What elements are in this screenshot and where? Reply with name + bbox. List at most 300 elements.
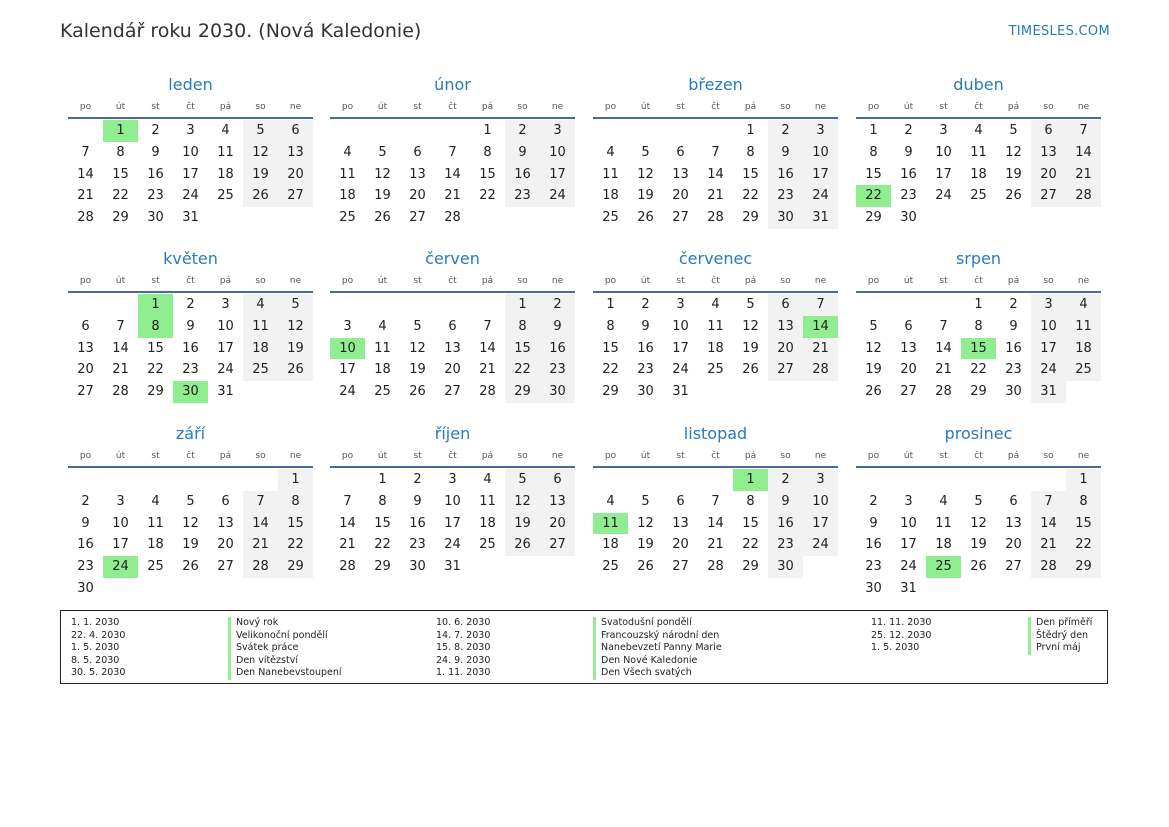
day-cell: 6: [278, 120, 313, 142]
day-cell: 3: [676, 297, 685, 312]
weekday-label: pá: [1007, 276, 1020, 286]
weekday-label: st: [939, 276, 948, 286]
weekday-header: [330, 272, 575, 293]
day-cell: 30: [540, 381, 575, 403]
day-cell: 1: [974, 297, 983, 312]
day-cell: 12: [243, 142, 278, 164]
weekday-header: [68, 447, 313, 468]
weekday-label: st: [413, 102, 422, 112]
weekday-label: út: [115, 451, 126, 461]
weekday-label: út: [115, 276, 126, 286]
day-cell: 4: [606, 144, 615, 160]
day-cell: 17: [1031, 338, 1066, 360]
day-cell: 6: [413, 144, 422, 160]
day-grid: [330, 294, 575, 403]
day-cell: 29: [1066, 556, 1101, 578]
day-cell: 24: [1031, 359, 1066, 381]
holiday-day-cell: 14: [803, 316, 838, 338]
empty-cell: [365, 120, 400, 142]
day-cell: 26: [865, 384, 882, 400]
weekday-label: út: [903, 102, 914, 112]
weekday-label: čt: [186, 276, 195, 286]
day-cell: 23: [540, 359, 575, 381]
day-cell: 25: [374, 384, 391, 400]
day-cell: 26: [637, 210, 654, 226]
weekday-header: [856, 98, 1101, 119]
day-cell: 21: [112, 362, 129, 378]
day-cell: 24: [444, 537, 461, 553]
weekday-header: [68, 98, 313, 119]
day-cell: 31: [182, 210, 199, 226]
month-name: červenec: [678, 249, 753, 268]
day-cell: 27: [540, 534, 575, 556]
empty-cell: [698, 469, 733, 491]
weekday-label: po: [79, 276, 92, 286]
day-cell: 13: [1005, 515, 1022, 531]
day-cell: 29: [278, 556, 313, 578]
day-cell: 10: [540, 142, 575, 164]
day-cell: 8: [1066, 491, 1101, 513]
day-cell: 7: [1066, 120, 1101, 142]
day-grid: [68, 120, 313, 229]
month-srpen: [856, 248, 1101, 403]
day-cell: 31: [803, 207, 838, 229]
day-cell: 22: [505, 359, 540, 381]
day-cell: 20: [1031, 164, 1066, 186]
page-title: Kalendář roku 2030. (Nová Kaledonie): [60, 20, 422, 42]
day-cell: 5: [243, 120, 278, 142]
day-cell: 3: [540, 120, 575, 142]
day-cell: 20: [672, 537, 689, 553]
weekday-label: ne: [814, 451, 827, 461]
weekday-label: po: [604, 276, 617, 286]
empty-cell: [68, 469, 103, 491]
day-cell: 15: [505, 338, 540, 360]
brand-link[interactable]: TIMESLES.COM: [1008, 24, 1110, 39]
legend-row: [71, 630, 342, 643]
day-cell: 12: [637, 515, 654, 531]
day-cell: 10: [1031, 316, 1066, 338]
day-cell: 15: [147, 340, 164, 356]
day-cell: 3: [803, 120, 838, 142]
day-cell: 14: [935, 340, 952, 356]
weekday-label: út: [377, 102, 388, 112]
day-cell: 13: [444, 340, 461, 356]
day-cell: 20: [278, 164, 313, 186]
day-cell: 31: [217, 384, 234, 400]
day-cell: 5: [641, 493, 650, 509]
weekday-label: po: [604, 451, 617, 461]
month-říjen: [330, 423, 575, 578]
weekday-label: čt: [711, 451, 720, 461]
day-cell: 21: [243, 534, 278, 556]
weekday-header: [856, 447, 1101, 468]
empty-cell: [243, 469, 278, 491]
day-cell: 28: [444, 210, 461, 226]
day-cell: 20: [409, 188, 426, 204]
day-cell: 3: [343, 318, 352, 334]
weekday-label: pá: [481, 102, 494, 112]
day-cell: 5: [641, 144, 650, 160]
day-cell: 18: [935, 537, 952, 553]
day-cell: 21: [339, 537, 356, 553]
day-cell: 22: [479, 188, 496, 204]
day-cell: 29: [865, 210, 882, 226]
day-cell: 10: [217, 318, 234, 334]
day-cell: 23: [768, 185, 803, 207]
day-cell: 28: [339, 559, 356, 575]
empty-cell: [68, 120, 103, 142]
day-cell: 30: [147, 210, 164, 226]
day-cell: 9: [186, 318, 195, 334]
day-cell: 15: [742, 166, 759, 182]
empty-cell: [365, 294, 400, 316]
day-cell: 9: [904, 144, 913, 160]
day-cell: 30: [768, 207, 803, 229]
day-cell: 30: [409, 559, 426, 575]
month-name: listopad: [683, 424, 748, 443]
empty-cell: [470, 294, 505, 316]
day-cell: 19: [278, 338, 313, 360]
holiday-name: Svatodušní pondělí: [593, 617, 692, 630]
empty-cell: [856, 294, 891, 316]
day-cell: 18: [602, 188, 619, 204]
holiday-date: 1. 1. 2030: [71, 617, 120, 628]
day-cell: 7: [343, 493, 352, 509]
day-cell: 11: [374, 340, 391, 356]
day-cell: 14: [1031, 513, 1066, 535]
day-cell: 3: [939, 123, 948, 138]
day-cell: 11: [479, 493, 496, 509]
day-cell: 4: [606, 493, 615, 509]
weekday-header: [330, 98, 575, 119]
weekday-label: čt: [711, 276, 720, 286]
day-cell: 23: [768, 534, 803, 556]
day-cell: 24: [935, 188, 952, 204]
day-cell: 28: [1066, 185, 1101, 207]
day-cell: 8: [483, 144, 492, 160]
weekday-label: st: [151, 276, 160, 286]
month-name: říjen: [434, 424, 471, 443]
day-cell: 27: [1005, 559, 1022, 575]
weekday-label: st: [151, 102, 160, 112]
holiday-day-cell: 1: [733, 469, 768, 491]
day-cell: 1: [505, 294, 540, 316]
day-cell: 5: [278, 294, 313, 316]
day-cell: 7: [711, 144, 720, 160]
legend-row: [436, 617, 722, 630]
weekday-label: pá: [1007, 102, 1020, 112]
day-cell: 8: [116, 144, 125, 160]
day-cell: 7: [243, 491, 278, 513]
weekday-label: út: [377, 451, 388, 461]
empty-cell: [698, 120, 733, 142]
day-cell: 19: [182, 537, 199, 553]
day-cell: 4: [939, 493, 948, 509]
day-cell: 21: [1031, 534, 1066, 556]
empty-cell: [103, 469, 138, 491]
day-cell: 4: [711, 297, 720, 312]
day-cell: 11: [602, 166, 619, 182]
day-cell: 12: [970, 515, 987, 531]
day-cell: 29: [742, 559, 759, 575]
day-cell: 28: [112, 384, 129, 400]
day-cell: 26: [637, 559, 654, 575]
weekday-label: st: [676, 276, 685, 286]
day-cell: 23: [505, 185, 540, 207]
weekday-label: pá: [481, 451, 494, 461]
day-cell: 19: [409, 362, 426, 378]
holiday-date: 25. 12. 2030: [871, 629, 932, 641]
weekday-label: út: [377, 276, 388, 286]
day-cell: 31: [672, 384, 689, 400]
day-cell: 7: [939, 318, 948, 334]
day-cell: 28: [479, 384, 496, 400]
day-cell: 10: [803, 491, 838, 513]
day-cell: 8: [505, 316, 540, 338]
day-grid: [856, 294, 1101, 403]
weekday-label: čt: [448, 102, 457, 112]
day-cell: 4: [483, 472, 492, 487]
weekday-label: út: [640, 102, 651, 112]
weekday-label: st: [939, 102, 948, 112]
holiday-date: 1. 5. 2030: [71, 642, 120, 654]
day-cell: 19: [637, 188, 654, 204]
day-cell: 27: [444, 384, 461, 400]
day-cell: 1: [278, 469, 313, 491]
day-cell: 9: [540, 316, 575, 338]
month-name: prosinec: [944, 424, 1013, 443]
empty-cell: [663, 469, 698, 491]
day-cell: 27: [217, 559, 234, 575]
day-cell: 30: [865, 580, 882, 596]
day-cell: 21: [707, 188, 724, 204]
day-cell: 9: [151, 144, 160, 160]
day-cell: 11: [147, 515, 164, 531]
day-cell: 6: [676, 493, 685, 509]
day-grid: [856, 120, 1101, 229]
weekday-label: po: [604, 102, 617, 112]
month-name: duben: [953, 75, 1004, 94]
weekday-label: pá: [744, 451, 757, 461]
empty-cell: [593, 120, 628, 142]
weekday-label: st: [413, 451, 422, 461]
day-cell: 15: [374, 515, 391, 531]
day-cell: 16: [637, 340, 654, 356]
weekday-label: ne: [1077, 102, 1090, 112]
day-cell: 12: [1005, 144, 1022, 160]
weekday-label: ne: [289, 102, 302, 112]
holiday-name: Den vítězství: [228, 655, 298, 668]
weekday-label: út: [903, 276, 914, 286]
weekday-label: pá: [744, 102, 757, 112]
day-cell: 27: [672, 559, 689, 575]
day-cell: 11: [243, 316, 278, 338]
day-cell: 17: [182, 166, 199, 182]
weekday-label: so: [1043, 276, 1054, 286]
day-cell: 9: [81, 515, 90, 531]
day-cell: 7: [81, 144, 90, 160]
day-cell: 16: [768, 513, 803, 535]
day-cell: 14: [707, 515, 724, 531]
day-cell: 12: [278, 316, 313, 338]
holiday-day-cell: 1: [138, 294, 173, 316]
holiday-date: 1. 5. 2030: [871, 642, 920, 654]
day-cell: 27: [1031, 185, 1066, 207]
day-cell: 14: [243, 513, 278, 535]
day-cell: 19: [865, 362, 882, 378]
weekday-label: ne: [289, 451, 302, 461]
day-cell: 11: [935, 515, 952, 531]
day-cell: 18: [374, 362, 391, 378]
day-cell: 3: [186, 123, 195, 138]
day-cell: 13: [1031, 142, 1066, 164]
day-cell: 15: [602, 340, 619, 356]
weekday-label: po: [79, 451, 92, 461]
day-cell: 18: [970, 166, 987, 182]
day-cell: 23: [147, 188, 164, 204]
weekday-label: st: [939, 451, 948, 461]
day-cell: 30: [900, 210, 917, 226]
day-cell: 4: [1066, 294, 1101, 316]
holiday-name: Francouzský národní den: [593, 630, 719, 643]
legend-row: [71, 617, 342, 630]
weekday-label: po: [867, 102, 880, 112]
day-cell: 28: [1031, 556, 1066, 578]
day-cell: 17: [540, 164, 575, 186]
day-cell: 16: [865, 537, 882, 553]
legend-row: [871, 617, 1092, 630]
day-cell: 23: [865, 559, 882, 575]
weekday-label: pá: [481, 276, 494, 286]
day-cell: 15: [865, 166, 882, 182]
empty-cell: [208, 469, 243, 491]
day-cell: 5: [974, 493, 983, 509]
day-cell: 17: [339, 362, 356, 378]
weekday-label: po: [79, 102, 92, 112]
day-cell: 9: [1009, 318, 1018, 334]
day-cell: 14: [339, 515, 356, 531]
day-cell: 20: [540, 513, 575, 535]
day-cell: 15: [278, 513, 313, 535]
day-grid: [68, 469, 313, 600]
holiday-day-cell: 15: [961, 338, 996, 360]
day-cell: 13: [278, 142, 313, 164]
month-name: září: [175, 424, 206, 443]
day-cell: 26: [182, 559, 199, 575]
day-cell: 17: [803, 164, 838, 186]
day-cell: 4: [974, 123, 983, 138]
day-cell: 28: [707, 559, 724, 575]
day-cell: 2: [904, 123, 913, 138]
day-cell: 6: [676, 144, 685, 160]
empty-cell: [628, 120, 663, 142]
weekday-label: pá: [744, 276, 757, 286]
day-cell: 28: [803, 359, 838, 381]
empty-cell: [926, 469, 961, 491]
day-cell: 11: [970, 144, 987, 160]
day-cell: 8: [278, 491, 313, 513]
day-cell: 10: [672, 318, 689, 334]
day-cell: 26: [1005, 188, 1022, 204]
empty-cell: [68, 294, 103, 316]
day-cell: 5: [413, 318, 422, 334]
weekday-label: ne: [551, 276, 564, 286]
holiday-day-cell: 25: [926, 556, 961, 578]
weekday-label: ne: [1077, 451, 1090, 461]
day-cell: 25: [243, 359, 278, 381]
weekday-label: so: [780, 102, 791, 112]
day-cell: 27: [768, 359, 803, 381]
empty-cell: [1031, 469, 1066, 491]
weekday-header: [856, 272, 1101, 293]
holiday-date: 24. 9. 2030: [436, 654, 491, 666]
day-cell: 8: [378, 493, 387, 509]
month-září: [68, 423, 313, 600]
holiday-day-cell: 30: [173, 381, 208, 403]
day-cell: 22: [112, 188, 129, 204]
day-cell: 17: [217, 340, 234, 356]
day-cell: 17: [803, 513, 838, 535]
day-cell: 5: [378, 144, 387, 160]
empty-cell: [400, 294, 435, 316]
weekday-header: [593, 272, 838, 293]
day-cell: 27: [900, 384, 917, 400]
day-cell: 29: [505, 381, 540, 403]
day-cell: 15: [1066, 513, 1101, 535]
day-cell: 25: [602, 210, 619, 226]
empty-cell: [961, 469, 996, 491]
holiday-date: 1. 11. 2030: [436, 667, 491, 679]
weekday-header: [593, 98, 838, 119]
day-cell: 25: [147, 559, 164, 575]
day-cell: 24: [803, 534, 838, 556]
day-grid: [593, 294, 838, 403]
holiday-name: Den Nanebevstoupení: [228, 667, 342, 680]
day-cell: 2: [151, 123, 160, 138]
day-cell: 12: [182, 515, 199, 531]
holiday-day-cell: 1: [103, 120, 138, 142]
day-cell: 18: [243, 338, 278, 360]
holiday-legend: [60, 610, 1108, 684]
empty-cell: [400, 120, 435, 142]
day-cell: 11: [217, 144, 234, 160]
day-cell: 16: [505, 164, 540, 186]
weekday-label: so: [780, 451, 791, 461]
day-cell: 6: [1031, 120, 1066, 142]
weekday-label: čt: [974, 276, 983, 286]
day-cell: 22: [602, 362, 619, 378]
month-duben: [856, 74, 1101, 229]
holiday-date: 30. 5. 2030: [71, 667, 126, 679]
month-leden: [68, 74, 313, 229]
holiday-name: Nový rok: [228, 617, 278, 630]
day-cell: 25: [339, 210, 356, 226]
day-cell: 7: [483, 318, 492, 334]
day-cell: 8: [869, 144, 878, 160]
day-cell: 23: [409, 537, 426, 553]
day-cell: 17: [900, 537, 917, 553]
day-cell: 1: [483, 123, 492, 138]
month-name: srpen: [955, 249, 1002, 268]
weekday-header: [330, 447, 575, 468]
day-cell: 20: [768, 338, 803, 360]
weekday-header: [593, 447, 838, 468]
day-cell: 6: [81, 318, 90, 334]
day-cell: 31: [444, 559, 461, 575]
empty-cell: [628, 469, 663, 491]
weekday-label: ne: [289, 276, 302, 286]
